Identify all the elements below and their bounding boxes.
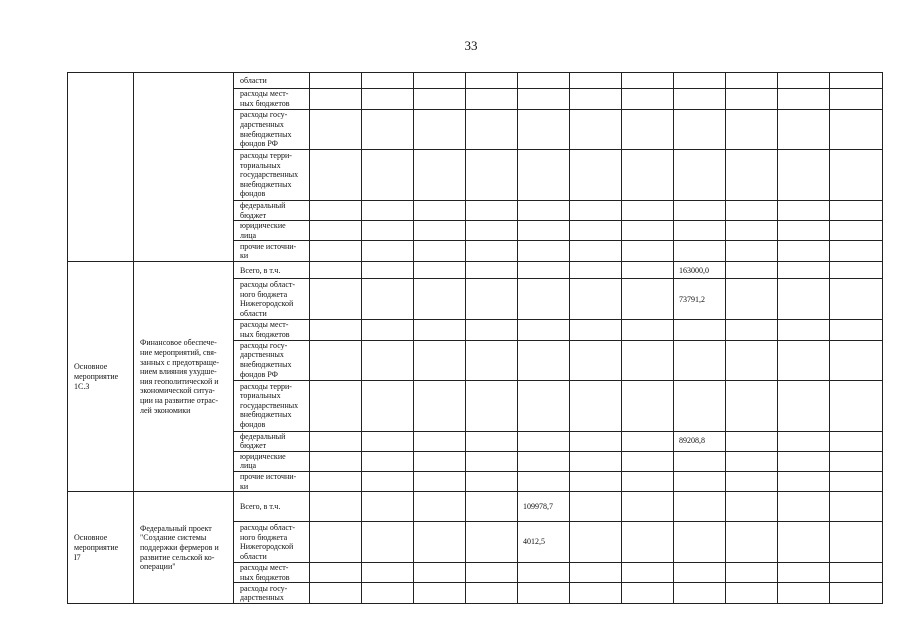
value-cell <box>622 471 674 491</box>
value-cell <box>310 583 362 604</box>
value-cell <box>310 431 362 451</box>
value-cell <box>726 492 778 522</box>
value-cell <box>674 320 726 340</box>
value-cell <box>414 583 466 604</box>
value-cell <box>674 73 726 89</box>
value-cell <box>362 221 414 241</box>
value-cell <box>778 221 830 241</box>
value-cell <box>518 89 570 110</box>
value-cell <box>674 583 726 604</box>
value-cell <box>362 262 414 279</box>
value-cell: 4012,5 <box>518 522 570 563</box>
value-cell <box>466 279 518 320</box>
value-cell <box>674 110 726 150</box>
value-cell: 89208,8 <box>674 431 726 451</box>
value-cell <box>414 279 466 320</box>
value-cell <box>414 340 466 380</box>
value-cell <box>310 451 362 471</box>
value-cell <box>830 583 883 604</box>
value-cell <box>310 492 362 522</box>
value-cell <box>830 73 883 89</box>
value-cell <box>310 221 362 241</box>
value-cell <box>726 150 778 201</box>
value-cell <box>310 262 362 279</box>
value-cell: 73791,2 <box>674 279 726 320</box>
value-cell <box>414 380 466 431</box>
value-cell <box>466 110 518 150</box>
value-cell <box>726 340 778 380</box>
value-cell <box>570 262 622 279</box>
value-cell <box>362 110 414 150</box>
value-cell <box>778 150 830 201</box>
value-cell <box>622 201 674 221</box>
value-cell <box>622 431 674 451</box>
value-cell <box>362 563 414 583</box>
value-cell <box>518 583 570 604</box>
value-cell <box>622 262 674 279</box>
value-cell <box>674 563 726 583</box>
value-cell <box>726 380 778 431</box>
value-cell <box>466 241 518 262</box>
value-cell <box>778 241 830 262</box>
source-cell: расходы госу- дарственных внебюджетных фондов РФ <box>234 340 310 380</box>
source-cell: расходы област- ного бюджета Нижегородской области <box>234 522 310 563</box>
source-cell: Всего, в т.ч. <box>234 492 310 522</box>
value-cell <box>726 451 778 471</box>
value-cell <box>414 492 466 522</box>
value-cell <box>310 201 362 221</box>
value-cell <box>310 320 362 340</box>
value-cell <box>466 471 518 491</box>
value-cell <box>466 431 518 451</box>
value-cell <box>362 201 414 221</box>
source-cell: федеральный бюджет <box>234 201 310 221</box>
source-cell: расходы терри- ториальных государственных внебюджетных фондов <box>234 150 310 201</box>
value-cell <box>830 279 883 320</box>
value-cell <box>622 279 674 320</box>
value-cell <box>466 89 518 110</box>
value-cell <box>778 492 830 522</box>
value-cell <box>778 471 830 491</box>
value-cell <box>466 150 518 201</box>
value-cell <box>414 262 466 279</box>
value-cell <box>518 451 570 471</box>
value-cell <box>622 221 674 241</box>
value-cell <box>830 221 883 241</box>
value-cell <box>570 73 622 89</box>
table-row <box>68 73 883 89</box>
value-cell <box>778 320 830 340</box>
value-cell <box>778 262 830 279</box>
value-cell <box>518 150 570 201</box>
event-cell: Основное мероприятие I7 <box>68 492 134 604</box>
value-cell <box>466 380 518 431</box>
value-cell <box>518 380 570 431</box>
value-cell <box>622 73 674 89</box>
value-cell <box>518 73 570 89</box>
description-cell: Федеральный проект "Создание системы поддержки фермеров и развитие сельской ко- операции" <box>134 492 234 604</box>
value-cell <box>362 241 414 262</box>
value-cell <box>518 201 570 221</box>
value-cell <box>310 471 362 491</box>
source-cell: расходы мест- ных бюджетов <box>234 89 310 110</box>
value-cell <box>466 221 518 241</box>
value-cell <box>414 320 466 340</box>
value-cell <box>778 522 830 563</box>
value-cell <box>726 262 778 279</box>
value-cell <box>778 110 830 150</box>
value-cell <box>726 320 778 340</box>
event-cell: Основное мероприятие 1С.3 <box>68 262 134 492</box>
value-cell <box>414 221 466 241</box>
value-cell <box>830 340 883 380</box>
value-cell <box>518 221 570 241</box>
value-cell <box>830 89 883 110</box>
value-cell <box>778 279 830 320</box>
value-cell <box>830 150 883 201</box>
value-cell <box>570 563 622 583</box>
value-cell <box>414 431 466 451</box>
source-cell: расходы терри- ториальных государственных внебюджетных фондов <box>234 380 310 431</box>
value-cell <box>414 471 466 491</box>
value-cell <box>726 563 778 583</box>
value-cell <box>674 241 726 262</box>
page-number: 33 <box>464 38 478 53</box>
value-cell: 163000,0 <box>674 262 726 279</box>
value-cell <box>518 279 570 320</box>
value-cell <box>466 522 518 563</box>
value-cell <box>414 201 466 221</box>
value-cell <box>362 380 414 431</box>
value-cell <box>726 583 778 604</box>
value-cell <box>466 492 518 522</box>
budget-table-body <box>68 73 883 604</box>
value-cell <box>778 73 830 89</box>
value-cell <box>622 150 674 201</box>
source-cell: расходы госу- дарственных <box>234 583 310 604</box>
value-cell <box>466 262 518 279</box>
value-cell <box>414 241 466 262</box>
value-cell <box>414 73 466 89</box>
description-cell <box>134 73 234 262</box>
value-cell <box>622 241 674 262</box>
value-cell <box>570 431 622 451</box>
value-cell <box>362 451 414 471</box>
source-cell: прочие источни- ки <box>234 241 310 262</box>
value-cell <box>622 320 674 340</box>
value-cell <box>414 451 466 471</box>
value-cell <box>362 583 414 604</box>
value-cell <box>830 522 883 563</box>
value-cell <box>310 279 362 320</box>
value-cell <box>570 110 622 150</box>
value-cell <box>310 563 362 583</box>
value-cell <box>414 522 466 563</box>
value-cell <box>726 279 778 320</box>
value-cell <box>362 89 414 110</box>
source-cell: расходы област- ного бюджета Нижегородской области <box>234 279 310 320</box>
value-cell <box>726 471 778 491</box>
value-cell <box>570 340 622 380</box>
value-cell: 109978,7 <box>518 492 570 522</box>
source-cell: расходы мест- ных бюджетов <box>234 320 310 340</box>
value-cell <box>414 150 466 201</box>
value-cell <box>674 89 726 110</box>
value-cell <box>570 241 622 262</box>
value-cell <box>622 583 674 604</box>
value-cell <box>674 221 726 241</box>
value-cell <box>726 201 778 221</box>
value-cell <box>570 380 622 431</box>
value-cell <box>830 262 883 279</box>
source-cell: юридические лица <box>234 221 310 241</box>
value-cell <box>622 492 674 522</box>
value-cell <box>674 522 726 563</box>
value-cell <box>778 201 830 221</box>
value-cell <box>570 492 622 522</box>
value-cell <box>726 241 778 262</box>
value-cell <box>778 340 830 380</box>
value-cell <box>674 340 726 380</box>
value-cell <box>778 89 830 110</box>
value-cell <box>466 563 518 583</box>
value-cell <box>570 279 622 320</box>
table-row <box>68 262 883 279</box>
value-cell <box>310 241 362 262</box>
value-cell <box>518 471 570 491</box>
value-cell <box>726 221 778 241</box>
value-cell <box>310 89 362 110</box>
value-cell <box>518 431 570 451</box>
value-cell <box>778 583 830 604</box>
value-cell <box>466 320 518 340</box>
table-row <box>68 492 883 522</box>
source-cell: юридические лица <box>234 451 310 471</box>
value-cell <box>518 110 570 150</box>
value-cell <box>726 89 778 110</box>
value-cell <box>310 380 362 431</box>
value-cell <box>778 563 830 583</box>
value-cell <box>778 431 830 451</box>
value-cell <box>570 150 622 201</box>
source-cell: расходы мест- ных бюджетов <box>234 563 310 583</box>
value-cell <box>362 73 414 89</box>
value-cell <box>830 471 883 491</box>
source-cell: расходы госу- дарственных внебюджетных фондов РФ <box>234 110 310 150</box>
value-cell <box>830 380 883 431</box>
value-cell <box>622 380 674 431</box>
value-cell <box>674 201 726 221</box>
value-cell <box>570 471 622 491</box>
value-cell <box>622 340 674 380</box>
value-cell <box>622 522 674 563</box>
value-cell <box>310 110 362 150</box>
value-cell <box>362 279 414 320</box>
value-cell <box>362 340 414 380</box>
source-cell: Всего, в т.ч. <box>234 262 310 279</box>
value-cell <box>466 583 518 604</box>
value-cell <box>362 431 414 451</box>
value-cell <box>674 380 726 431</box>
value-cell <box>362 320 414 340</box>
source-cell: федеральный бюджет <box>234 431 310 451</box>
value-cell <box>362 492 414 522</box>
value-cell <box>622 89 674 110</box>
value-cell <box>466 451 518 471</box>
value-cell <box>830 431 883 451</box>
value-cell <box>518 340 570 380</box>
value-cell <box>726 522 778 563</box>
value-cell <box>830 563 883 583</box>
value-cell <box>310 150 362 201</box>
value-cell <box>570 320 622 340</box>
value-cell <box>830 492 883 522</box>
value-cell <box>726 73 778 89</box>
value-cell <box>466 340 518 380</box>
value-cell <box>830 241 883 262</box>
value-cell <box>570 583 622 604</box>
value-cell <box>570 522 622 563</box>
value-cell <box>414 563 466 583</box>
value-cell <box>570 89 622 110</box>
value-cell <box>830 110 883 150</box>
value-cell <box>570 221 622 241</box>
value-cell <box>414 89 466 110</box>
value-cell <box>726 110 778 150</box>
value-cell <box>466 73 518 89</box>
source-cell: прочие источни- ки <box>234 471 310 491</box>
value-cell <box>674 451 726 471</box>
value-cell <box>726 431 778 451</box>
value-cell <box>310 340 362 380</box>
value-cell <box>310 73 362 89</box>
value-cell <box>362 150 414 201</box>
value-cell <box>310 522 362 563</box>
value-cell <box>674 150 726 201</box>
value-cell <box>830 201 883 221</box>
value-cell <box>518 320 570 340</box>
value-cell <box>622 563 674 583</box>
value-cell <box>362 522 414 563</box>
value-cell <box>518 241 570 262</box>
value-cell <box>518 563 570 583</box>
value-cell <box>830 320 883 340</box>
value-cell <box>674 492 726 522</box>
value-cell <box>466 201 518 221</box>
value-cell <box>570 201 622 221</box>
value-cell <box>830 451 883 471</box>
event-cell <box>68 73 134 262</box>
value-cell <box>674 471 726 491</box>
value-cell <box>518 262 570 279</box>
description-cell: Финансовое обеспече- ние мероприятий, свя- занных с предотвраще- нием влияния ухудше- ния геополитической и экономической ситуа- ции на развитие отрас- лей экономики <box>134 262 234 492</box>
value-cell <box>622 110 674 150</box>
value-cell <box>362 471 414 491</box>
value-cell <box>622 451 674 471</box>
budget-table <box>67 72 883 604</box>
value-cell <box>570 451 622 471</box>
value-cell <box>778 380 830 431</box>
value-cell <box>414 110 466 150</box>
source-cell: области <box>234 73 310 89</box>
value-cell <box>778 451 830 471</box>
